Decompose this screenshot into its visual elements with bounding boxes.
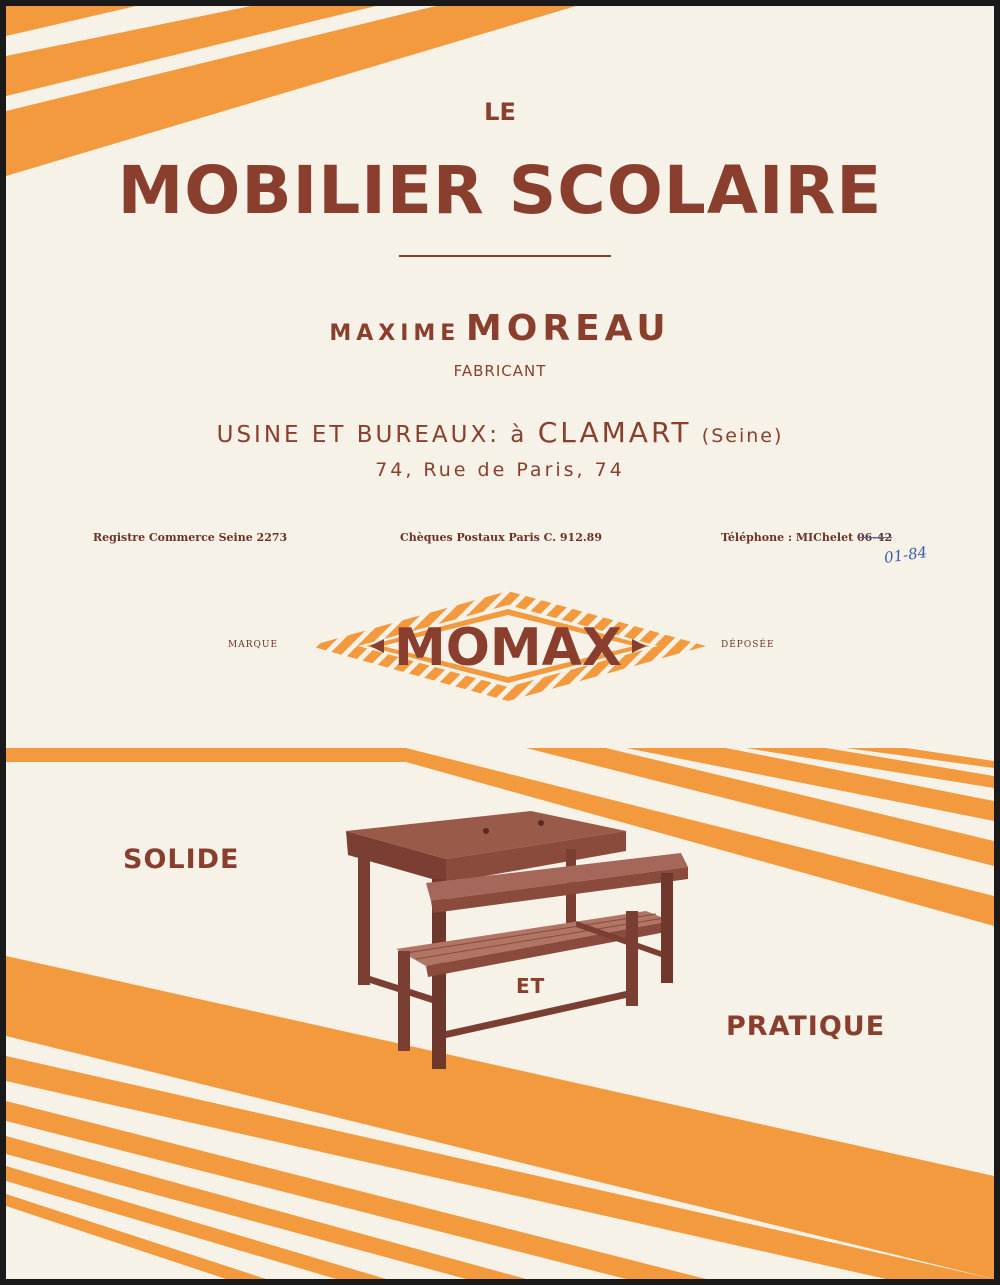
school-desk-bench-icon xyxy=(336,801,706,1081)
telephone-label: Téléphone : MIChelet xyxy=(721,531,854,544)
maker-role: FABRICANT xyxy=(453,362,547,380)
handwritten-phone-correction: 01-84 xyxy=(882,543,929,567)
momax-logo xyxy=(308,589,708,704)
momax-logo-text: MOMAX xyxy=(393,618,623,678)
address-line xyxy=(6,416,994,449)
letterhead-page xyxy=(6,6,994,1279)
telephone xyxy=(721,531,892,544)
brand-left-label: MARQUE xyxy=(228,640,279,650)
address-street: 74, Rue de Paris, 74 xyxy=(375,459,625,481)
title-article: LE xyxy=(484,98,516,126)
address-prefix: USINE ET BUREAUX: à xyxy=(216,422,528,448)
title-divider xyxy=(399,255,611,257)
cheques-postaux: Chèques Postaux Paris C. 912.89 xyxy=(400,531,602,544)
address-department: (Seine) xyxy=(701,425,784,447)
page-title: MOBILIER SCOLAIRE xyxy=(117,152,883,229)
brand-right-label: DÉPOSÉE xyxy=(721,640,775,650)
maker-last-name: MOREAU xyxy=(465,308,671,349)
maker-first-name: MAXIME xyxy=(329,321,461,346)
slogan-solide: SOLIDE xyxy=(123,844,240,875)
registre-commerce: Registre Commerce Seine 2273 xyxy=(93,531,288,544)
maker-name xyxy=(6,308,994,349)
address-city: CLAMART xyxy=(537,416,692,449)
slogan-et: ET xyxy=(516,974,546,998)
telephone-crossed-number: 06-42 xyxy=(857,531,893,544)
slogan-pratique: PRATIQUE xyxy=(726,1011,886,1042)
